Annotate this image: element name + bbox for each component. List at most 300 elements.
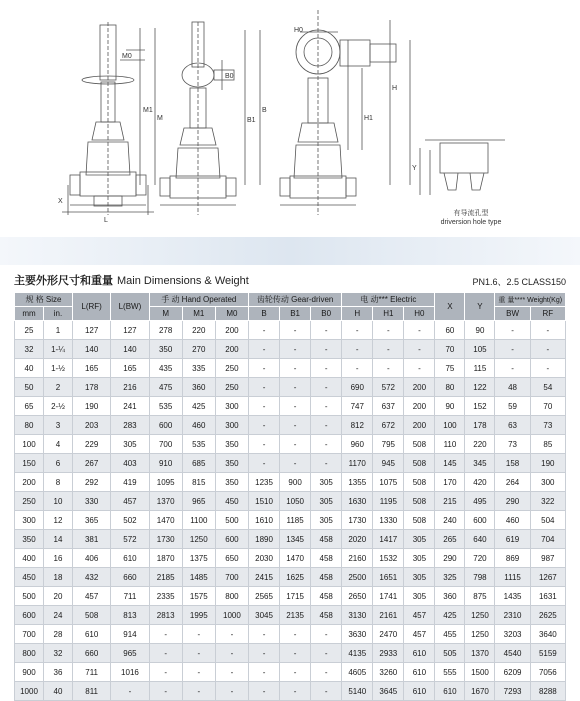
table-cell: 425: [182, 397, 215, 416]
table-cell: 2500: [342, 568, 373, 587]
table-cell: 90: [465, 321, 495, 340]
table-cell: 500: [15, 587, 44, 606]
header-in: in.: [43, 307, 72, 321]
table-cell: 2160: [342, 549, 373, 568]
table-row: [15, 530, 566, 549]
table-cell: 7056: [530, 663, 565, 682]
table-cell: 610: [404, 663, 435, 682]
table-cell: 7293: [495, 682, 530, 701]
table-cell: -: [111, 682, 149, 701]
table-cell: 122: [465, 378, 495, 397]
table-row: [15, 606, 566, 625]
header-size: 规 格 Size: [15, 293, 73, 307]
table-row: [15, 625, 566, 644]
table-cell: 425: [435, 606, 465, 625]
table-cell: 460: [182, 416, 215, 435]
table-cell: 73: [530, 416, 565, 435]
table-cell: 508: [404, 473, 435, 492]
table-cell: 170: [435, 473, 465, 492]
header-b1: B1: [280, 307, 311, 321]
table-cell: 660: [72, 644, 110, 663]
table-cell: -: [530, 359, 565, 378]
table-cell: -: [280, 378, 311, 397]
table-cell: 660: [111, 568, 149, 587]
table-cell: 2030: [249, 549, 280, 568]
table-cell: -: [149, 625, 182, 644]
table-cell: 400: [15, 549, 44, 568]
table-cell: 704: [530, 530, 565, 549]
table-cell: 798: [465, 568, 495, 587]
table-cell: 610: [111, 549, 149, 568]
table-row: [15, 511, 566, 530]
table-cell: 1500: [465, 663, 495, 682]
table-cell: 1195: [373, 492, 404, 511]
table-cell: -: [182, 663, 215, 682]
table-cell: 200: [404, 378, 435, 397]
table-cell: 305: [311, 511, 342, 530]
table-cell: 4: [43, 435, 72, 454]
table-cell: 2310: [495, 606, 530, 625]
table-cell: -: [249, 644, 280, 663]
table-cell: -: [404, 359, 435, 378]
table-cell: -: [249, 625, 280, 644]
table-cell: 305: [404, 549, 435, 568]
table-cell: 267: [72, 454, 110, 473]
table-cell: 322: [530, 492, 565, 511]
table-cell: 650: [215, 549, 248, 568]
table-cell: 508: [404, 454, 435, 473]
table-cell: 300: [215, 397, 248, 416]
table-row: [15, 321, 566, 340]
table-cell: -: [215, 663, 248, 682]
table-body: [15, 321, 566, 701]
table-cell: 265: [435, 530, 465, 549]
table-cell: 610: [404, 682, 435, 701]
table-cell: 250: [15, 492, 44, 511]
table-cell: 140: [111, 340, 149, 359]
table-cell: -: [342, 321, 373, 340]
dim-m-label: M: [157, 115, 163, 122]
table-cell: 812: [342, 416, 373, 435]
table-cell: 1375: [182, 549, 215, 568]
table-cell: 432: [72, 568, 110, 587]
table-cell: -: [280, 644, 311, 663]
header-bw: BW: [495, 307, 530, 321]
table-cell: 1730: [149, 530, 182, 549]
table-cell: 2185: [149, 568, 182, 587]
table-cell: 190: [72, 397, 110, 416]
header-rf: RF: [530, 307, 565, 321]
table-cell: -: [311, 454, 342, 473]
table-cell: 700: [149, 435, 182, 454]
table-cell: 2135: [280, 606, 311, 625]
table-cell: 1250: [465, 625, 495, 644]
dim-x-label-left: X: [58, 198, 63, 205]
table-cell: -: [495, 359, 530, 378]
dim-h1-label: H1: [364, 115, 373, 122]
table-cell: 457: [111, 492, 149, 511]
table-cell: -: [249, 321, 280, 340]
table-cell: 1095: [149, 473, 182, 492]
table-cell: -: [373, 321, 404, 340]
table-cell: 458: [311, 606, 342, 625]
table-row: [15, 549, 566, 568]
table-row: [15, 340, 566, 359]
table-cell: 2161: [373, 606, 404, 625]
table-cell: 700: [215, 568, 248, 587]
table-cell: 63: [495, 416, 530, 435]
table-cell: 987: [530, 549, 565, 568]
table-cell: 2933: [373, 644, 404, 663]
table-cell: 60: [435, 321, 465, 340]
table-cell: 8288: [530, 682, 565, 701]
table-cell: 200: [15, 473, 44, 492]
table-cell: 460: [495, 511, 530, 530]
table-cell: -: [311, 644, 342, 663]
table-cell: 145: [435, 454, 465, 473]
table-cell: 672: [373, 416, 404, 435]
table-cell: 75: [435, 359, 465, 378]
table-cell: 1330: [373, 511, 404, 530]
table-cell: 1-¼: [43, 340, 72, 359]
table-cell: 1370: [149, 492, 182, 511]
table-cell: 813: [111, 606, 149, 625]
table-cell: -: [311, 378, 342, 397]
table-cell: 711: [72, 663, 110, 682]
table-cell: 1250: [465, 606, 495, 625]
table-cell: 25: [15, 321, 44, 340]
table-cell: -: [373, 340, 404, 359]
table-cell: 381: [72, 530, 110, 549]
table-cell: 32: [15, 340, 44, 359]
header-b: B: [249, 307, 280, 321]
table-cell: 1016: [111, 663, 149, 682]
header-l-bw: L(BW): [111, 293, 149, 321]
table-cell: 900: [280, 473, 311, 492]
table-cell: 18: [43, 568, 72, 587]
hand-operated-valve-drawing: [62, 22, 155, 215]
table-cell: 24: [43, 606, 72, 625]
table-cell: 1250: [182, 530, 215, 549]
table-cell: 910: [149, 454, 182, 473]
table-cell: -: [280, 397, 311, 416]
table-cell: 800: [15, 644, 44, 663]
table-cell: 1630: [342, 492, 373, 511]
table-cell: 241: [111, 397, 149, 416]
table-cell: 50: [15, 378, 44, 397]
table-cell: 555: [435, 663, 465, 682]
table-cell: -: [215, 625, 248, 644]
table-cell: 1100: [182, 511, 215, 530]
dim-y-label: Y: [412, 165, 417, 172]
table-cell: 178: [465, 416, 495, 435]
table-cell: 1-½: [43, 359, 72, 378]
table-cell: 869: [495, 549, 530, 568]
table-cell: 1185: [280, 511, 311, 530]
table-cell: -: [280, 340, 311, 359]
table-cell: 535: [182, 435, 215, 454]
table-cell: 815: [182, 473, 215, 492]
table-cell: 1631: [530, 587, 565, 606]
table-cell: 3260: [373, 663, 404, 682]
table-cell: -: [311, 435, 342, 454]
table-cell: -: [182, 625, 215, 644]
table-cell: 2335: [149, 587, 182, 606]
table-cell: 1170: [342, 454, 373, 473]
table-cell: 300: [215, 416, 248, 435]
table-row: [15, 454, 566, 473]
table-cell: 73: [495, 435, 530, 454]
table-cell: 619: [495, 530, 530, 549]
table-cell: 458: [311, 530, 342, 549]
table-cell: 965: [111, 644, 149, 663]
table-cell: 4135: [342, 644, 373, 663]
table-cell: 300: [15, 511, 44, 530]
table-cell: 220: [182, 321, 215, 340]
table-cell: -: [373, 359, 404, 378]
dimensions-table: [14, 292, 566, 701]
table-row: [15, 416, 566, 435]
dim-h-label: H: [392, 85, 398, 92]
table-cell: -: [249, 663, 280, 682]
header-weight: 重 量**** Weight(Kg): [495, 293, 566, 307]
table-cell: 2415: [249, 568, 280, 587]
table-cell: -: [215, 644, 248, 663]
table-row: [15, 378, 566, 397]
table-cell: 4605: [342, 663, 373, 682]
table-cell: 10: [43, 492, 72, 511]
section-title: [14, 272, 249, 288]
table-cell: 365: [72, 511, 110, 530]
table-cell: -: [215, 682, 248, 701]
table-cell: 325: [435, 568, 465, 587]
table-cell: 70: [435, 340, 465, 359]
table-cell: 2-½: [43, 397, 72, 416]
table-cell: -: [311, 321, 342, 340]
table-cell: 1670: [465, 682, 495, 701]
table-cell: 264: [495, 473, 530, 492]
table-row: [15, 435, 566, 454]
table-cell: -: [249, 359, 280, 378]
table-cell: -: [249, 416, 280, 435]
table-cell: -: [280, 416, 311, 435]
header-b0: B0: [311, 307, 342, 321]
table-cell: -: [280, 454, 311, 473]
table-cell: 1075: [373, 473, 404, 492]
table-cell: 1715: [280, 587, 311, 606]
table-cell: 48: [495, 378, 530, 397]
table-cell: 1870: [149, 549, 182, 568]
table-cell: 1345: [280, 530, 311, 549]
technical-drawing: [0, 0, 580, 235]
table-cell: 435: [149, 359, 182, 378]
header-m: M: [149, 307, 182, 321]
hole-caption-en: driversion hole type: [440, 219, 502, 226]
table-cell: 80: [15, 416, 44, 435]
table-cell: 152: [465, 397, 495, 416]
table-cell: 350: [15, 530, 44, 549]
table-cell: 70: [530, 397, 565, 416]
table-cell: 700: [15, 625, 44, 644]
table-cell: 12: [43, 511, 72, 530]
table-cell: 178: [72, 378, 110, 397]
table-cell: -: [311, 625, 342, 644]
table-cell: 2565: [249, 587, 280, 606]
table-cell: 1267: [530, 568, 565, 587]
table-cell: 600: [149, 416, 182, 435]
table-cell: -: [149, 682, 182, 701]
table-cell: -: [530, 340, 565, 359]
table-cell: 965: [182, 492, 215, 511]
table-cell: 419: [111, 473, 149, 492]
table-cell: 458: [311, 568, 342, 587]
table-cell: 350: [149, 340, 182, 359]
table-cell: -: [311, 416, 342, 435]
table-cell: 3: [43, 416, 72, 435]
table-cell: -: [280, 682, 311, 701]
table-cell: 36: [43, 663, 72, 682]
table-cell: 508: [72, 606, 110, 625]
dim-m1-label: M1: [143, 107, 153, 114]
table-cell: 270: [182, 340, 215, 359]
table-cell: 305: [404, 587, 435, 606]
table-cell: 720: [465, 549, 495, 568]
table-cell: 250: [215, 359, 248, 378]
header-electric: 电 动*** Electric: [342, 293, 435, 307]
dim-b0-label: B0: [225, 73, 234, 80]
table-cell: 505: [435, 644, 465, 663]
header-m0: M0: [215, 307, 248, 321]
table-cell: 640: [465, 530, 495, 549]
table-cell: 508: [404, 511, 435, 530]
table-cell: -: [404, 321, 435, 340]
header-h1: H1: [373, 307, 404, 321]
table-cell: 572: [373, 378, 404, 397]
table-cell: 1651: [373, 568, 404, 587]
dim-l-label: L: [104, 217, 108, 224]
table-cell: -: [280, 663, 311, 682]
table-cell: -: [249, 454, 280, 473]
table-cell: 140: [72, 340, 110, 359]
table-cell: 1890: [249, 530, 280, 549]
table-cell: 458: [311, 587, 342, 606]
table-cell: -: [311, 663, 342, 682]
table-cell: 1532: [373, 549, 404, 568]
table-cell: 240: [435, 511, 465, 530]
table-cell: 504: [530, 511, 565, 530]
table-cell: 65: [15, 397, 44, 416]
table-cell: 3130: [342, 606, 373, 625]
table-cell: 457: [72, 587, 110, 606]
dim-b-label: B: [262, 107, 267, 114]
table-cell: 250: [215, 378, 248, 397]
table-cell: 3645: [373, 682, 404, 701]
table-cell: 1485: [182, 568, 215, 587]
table-cell: 150: [15, 454, 44, 473]
table-cell: -: [495, 340, 530, 359]
table-cell: 600: [465, 511, 495, 530]
table-cell: 360: [182, 378, 215, 397]
table-cell: 508: [404, 492, 435, 511]
table-cell: 1730: [342, 511, 373, 530]
header-h: H: [342, 307, 373, 321]
table-cell: 1115: [495, 568, 530, 587]
table-cell: 40: [43, 682, 72, 701]
table-cell: 32: [43, 644, 72, 663]
table-cell: 800: [215, 587, 248, 606]
table-cell: 28: [43, 625, 72, 644]
table-cell: 1355: [342, 473, 373, 492]
table-cell: 100: [435, 416, 465, 435]
table-cell: 360: [435, 587, 465, 606]
table-cell: 457: [404, 606, 435, 625]
table-cell: 1995: [182, 606, 215, 625]
table-cell: -: [249, 682, 280, 701]
table-cell: 457: [404, 625, 435, 644]
table-cell: 2020: [342, 530, 373, 549]
header-mm: mm: [15, 307, 44, 321]
table-cell: 278: [149, 321, 182, 340]
table-cell: 1510: [249, 492, 280, 511]
table-row: [15, 644, 566, 663]
pressure-class: PN1.6、2.5 CLASS150: [472, 277, 566, 287]
table-cell: 747: [342, 397, 373, 416]
table-cell: 1000: [15, 682, 44, 701]
table-cell: 8: [43, 473, 72, 492]
table-cell: 2650: [342, 587, 373, 606]
table-cell: 127: [72, 321, 110, 340]
table-cell: 610: [404, 644, 435, 663]
table-cell: 3203: [495, 625, 530, 644]
table-cell: 1741: [373, 587, 404, 606]
table-cell: 6209: [495, 663, 530, 682]
table-cell: 2470: [373, 625, 404, 644]
table-cell: 215: [435, 492, 465, 511]
table-cell: -: [280, 359, 311, 378]
table-cell: 403: [111, 454, 149, 473]
table-cell: 85: [530, 435, 565, 454]
table-cell: -: [182, 644, 215, 663]
table-cell: 6: [43, 454, 72, 473]
header-hand-operated: 手 动 Hand Operated: [149, 293, 248, 307]
table-cell: -: [311, 340, 342, 359]
table-cell: -: [530, 321, 565, 340]
table-cell: 216: [111, 378, 149, 397]
table-cell: -: [495, 321, 530, 340]
table-cell: 200: [404, 397, 435, 416]
table-cell: -: [182, 682, 215, 701]
table-cell: 290: [435, 549, 465, 568]
table-cell: 1470: [280, 549, 311, 568]
table-cell: 637: [373, 397, 404, 416]
table-cell: 290: [495, 492, 530, 511]
table-cell: -: [280, 625, 311, 644]
table-cell: 2813: [149, 606, 182, 625]
table-row: [15, 587, 566, 606]
header-y: Y: [465, 293, 495, 321]
table-cell: 960: [342, 435, 373, 454]
table-cell: 110: [435, 435, 465, 454]
table-cell: 600: [15, 606, 44, 625]
table-cell: 3630: [342, 625, 373, 644]
table-cell: 283: [111, 416, 149, 435]
table-cell: 500: [215, 511, 248, 530]
table-cell: 330: [72, 492, 110, 511]
table-cell: 5159: [530, 644, 565, 663]
table-cell: 105: [465, 340, 495, 359]
table-cell: 300: [530, 473, 565, 492]
table-cell: -: [249, 378, 280, 397]
